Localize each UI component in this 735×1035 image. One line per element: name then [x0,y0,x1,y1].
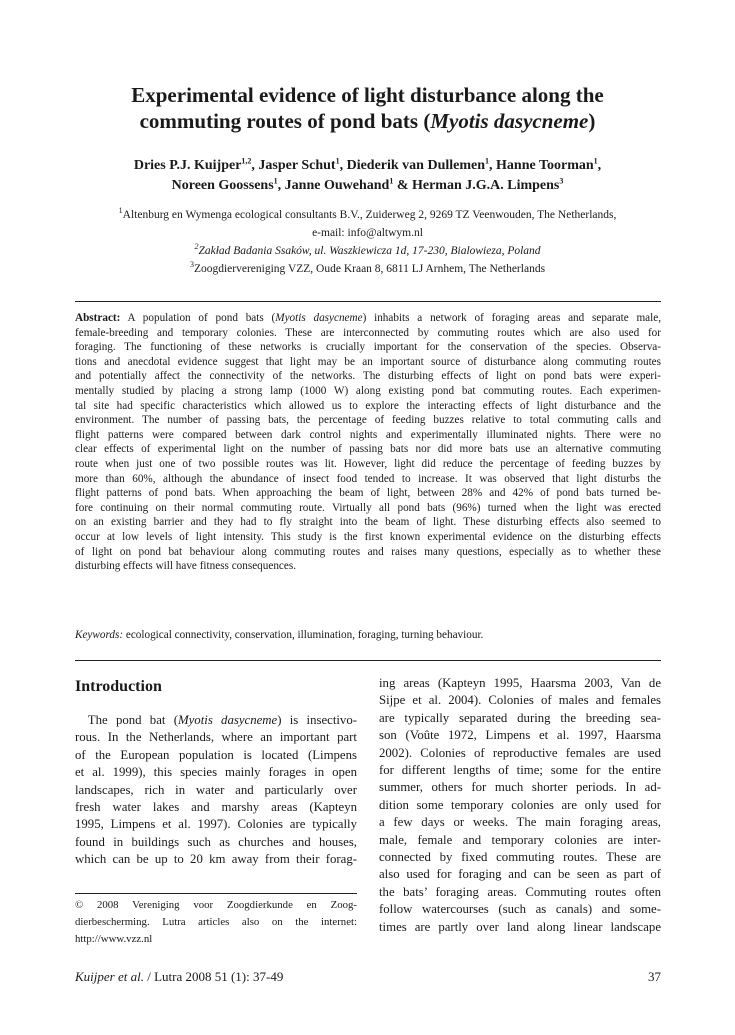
body-column-right [379,675,661,936]
abstract-text: A population of pond bats ( [120,312,276,324]
abstract-line: female-breeding and temporary colonies. These are interconnected by commuting routes which are also used for [75,326,661,339]
author-name: Janne Ouwehand [284,178,390,193]
title-text: commuting routes of pond bats ( [139,109,431,133]
abstract-top-rule [75,301,661,302]
body-line: dition some temporary colonies are only used for [379,797,661,812]
author-separator: , [339,158,347,173]
title-line-2 [60,108,675,134]
abstract-line: more than 60%, although the abundance of insect food tended to increase. It was observed that light disturbs the [75,472,661,485]
footnote-rule [75,893,357,894]
affiliation-1-email: e-mail: info@altwym.nl [312,227,423,239]
author-separator: , [251,158,259,173]
abstract-line: foraging. The functioning of these networks is crucially important for the conservation of the species. Observa- [75,341,661,354]
body-line: for different lengths of time; some for the entire [379,763,661,778]
author-affiliation-marker: 1 [593,156,598,166]
body-line: son (Voûte 1972, Limpens et al. 1997, Haarsma [379,728,661,743]
author-affiliation-marker: 1 [335,156,340,166]
author-line-2 [60,176,675,196]
body-line: follow watercourses (such as canals) and some- [379,902,661,917]
abstract-line: and potentially affect the connectivity of the networks. The disturbing effects of light on pond bats were experi- [75,370,661,383]
affiliation-1 [60,206,675,224]
abstract-line [75,311,661,326]
author-line-1 [60,156,675,176]
affiliations [60,206,675,278]
abstract-line: of light on pond bat behaviour along commuting routes and raises many questions, especially as to whether these [75,545,661,558]
footnote-line: © 2008 Vereniging voor Zoogdierkunde en Zoog- [75,899,357,911]
body-line: a few days or weeks. The main foraging areas, [379,815,661,830]
body-species-name: Myotis dasycneme [177,713,278,727]
body-line: male, female and temporary colonies are inter- [379,832,661,847]
author-separator: & [393,178,412,193]
paper-title [60,82,675,134]
abstract-line: fore continuing on their normal commuting route. Virtually all pond bats (96%) turned when the light was erected [75,501,661,514]
body-line: ing areas (Kapteyn 1995, Haarsma 2003, Van de [379,676,661,690]
body-line: times are partly over land along linear landscape [379,919,661,934]
author-name: Diederik van Dullemen [346,158,486,173]
abstract-line: disturbing effects will have fitness consequences. [75,560,296,573]
body-line: of the European population is located (Limpens [75,747,357,762]
body-line: 2002). Colonies of reproductive females are used [379,745,661,760]
page-number: 37 [648,969,661,984]
keywords [75,628,661,643]
body-line: et al. 1999), this species mainly forages in open [75,765,357,780]
author-name: Jasper Schut [258,158,336,173]
author-affiliation-marker: 1 [389,176,394,186]
footnote-url: http://www.vzz.nl [75,933,153,946]
title-species-name: Myotis dasycneme [430,109,589,133]
body-line: landscapes, rich in water and particularly over [75,782,357,797]
affiliation-text: Zakład Badania Ssaków, ul. Waszkiewicza 1d, 17-230, Bialowieza, Poland [198,245,541,257]
affiliation-marker: 2 [194,242,199,252]
abstract-line: flight patterns were compared between dark control nights and experimentally illuminated nights. There were no [75,428,661,441]
author-affiliation-marker: 1 [485,156,490,166]
keywords-text: ecological connectivity, conservation, illumination, foraging, turning behaviour. [123,629,484,641]
footer-journal: / Lutra 2008 51 (1): 37-49 [143,969,284,984]
abstract-line: mentally studied by placing a strong lamp (1000 W) along existing pond bat commuting routes. Each experimen- [75,384,661,397]
author-separator: , [489,158,497,173]
title-text-end: ) [588,109,596,133]
body-line: Sijpe et al. 2004). Colonies of males and females [379,693,661,708]
author-name: Hanne Toorman [496,158,594,173]
affiliation-2 [60,242,675,260]
abstract-line: on an existing barrier and they had to fly straight into the beam of light. These disturbing effects also seemed to [75,516,661,529]
body-line [75,712,357,729]
author-name: Noreen Goossens [171,178,274,193]
body-text: ) is insectivo- [277,713,357,727]
body-line: found in buildings such as churches and houses, [75,834,357,849]
body-line: connected by fixed commuting routes. These are [379,850,661,865]
title-line-1: Experimental evidence of light disturbance along the [131,83,604,107]
body-line: rous. In the Netherlands, where an important part [75,730,357,745]
author-name: Dries P.J. Kuijper [133,158,242,173]
author-separator: , [597,158,602,173]
body-line: are typically separated during the breeding sea- [379,710,661,725]
abstract-line: clear effects of experimental light on the number of passing bats nor did more bats use an alternative commuting [75,443,661,456]
body-line: the bats’ foraging areas. Commuting routes often [379,884,661,899]
abstract-text: ) inhabits a network of foraging areas and separate male, [362,312,661,324]
copyright-footnote [75,897,357,949]
affiliation-text: Altenburg en Wymenga ecological consultants B.V., Zuiderweg 2, 9269 TZ Veenwouden, The Netherlands, [122,209,617,221]
author-separator: , [277,178,285,193]
affiliation-marker: 3 [189,260,194,270]
abstract-species-name: Myotis dasycneme [275,312,363,324]
author-affiliation-marker: 1 [273,176,278,186]
abstract-line: flight patterns of pond bats. When approaching the beam of light, between 28% and 42% of pond bats turned be- [75,487,661,500]
body-line: which can be up to 20 km away from their forag- [75,852,357,867]
abstract-line: tions and anecdotal evidence suggest that light may be an important source of disturbance along commuting routes [75,355,661,368]
abstract-line: route when just one of two possible routes was lit. However, light did reduce the percentage of feeding buzzes by [75,457,661,470]
abstract-line: tal site had specific characteristics which allowed us to explore the interacting effects of light disturbance and the [75,399,661,412]
section-heading-introduction: Introduction [75,678,162,695]
affiliation-marker: 1 [118,206,123,216]
affiliation-3 [60,260,675,278]
keywords-label: Keywords: [75,629,124,641]
body-line: 1995, Limpens et al. 1997). Colonies are typically [75,817,357,832]
body-line: also used for foraging and can be seen as part of [379,867,661,882]
affiliation-text: Zoogdiervereniging VZZ, Oude Kraan 8, 6811 LJ Arnhem, The Netherlands [193,263,546,275]
footer-citation [75,969,283,985]
body-line: summer, others for much shorter periods. In ad- [379,780,661,795]
abstract-label: Abstract: [75,312,121,324]
author-affiliation-marker: 1,2 [241,156,252,166]
author-affiliation-marker: 3 [559,176,564,186]
author-list [60,156,675,196]
body-text: The pond bat ( [87,713,178,727]
body-line: fresh water lakes and marshy areas (Kapteyn [75,800,357,815]
footer-author: Kuijper et al. [75,969,144,984]
abstract-bottom-rule [75,660,661,661]
author-name: Herman J.G.A. Limpens [411,178,560,193]
body-column-left [75,712,357,869]
abstract-line: environment. The number of passing bats, the percentage of feeding buzzes relative to total commuting calls and [75,414,661,427]
abstract-line: occur at low levels of light intensity. This study is the first known experimental evidence on the disturbing effects [75,530,661,543]
abstract [75,311,661,574]
footnote-line: dierbescherming. Lutra articles also on the internet: [75,916,357,929]
